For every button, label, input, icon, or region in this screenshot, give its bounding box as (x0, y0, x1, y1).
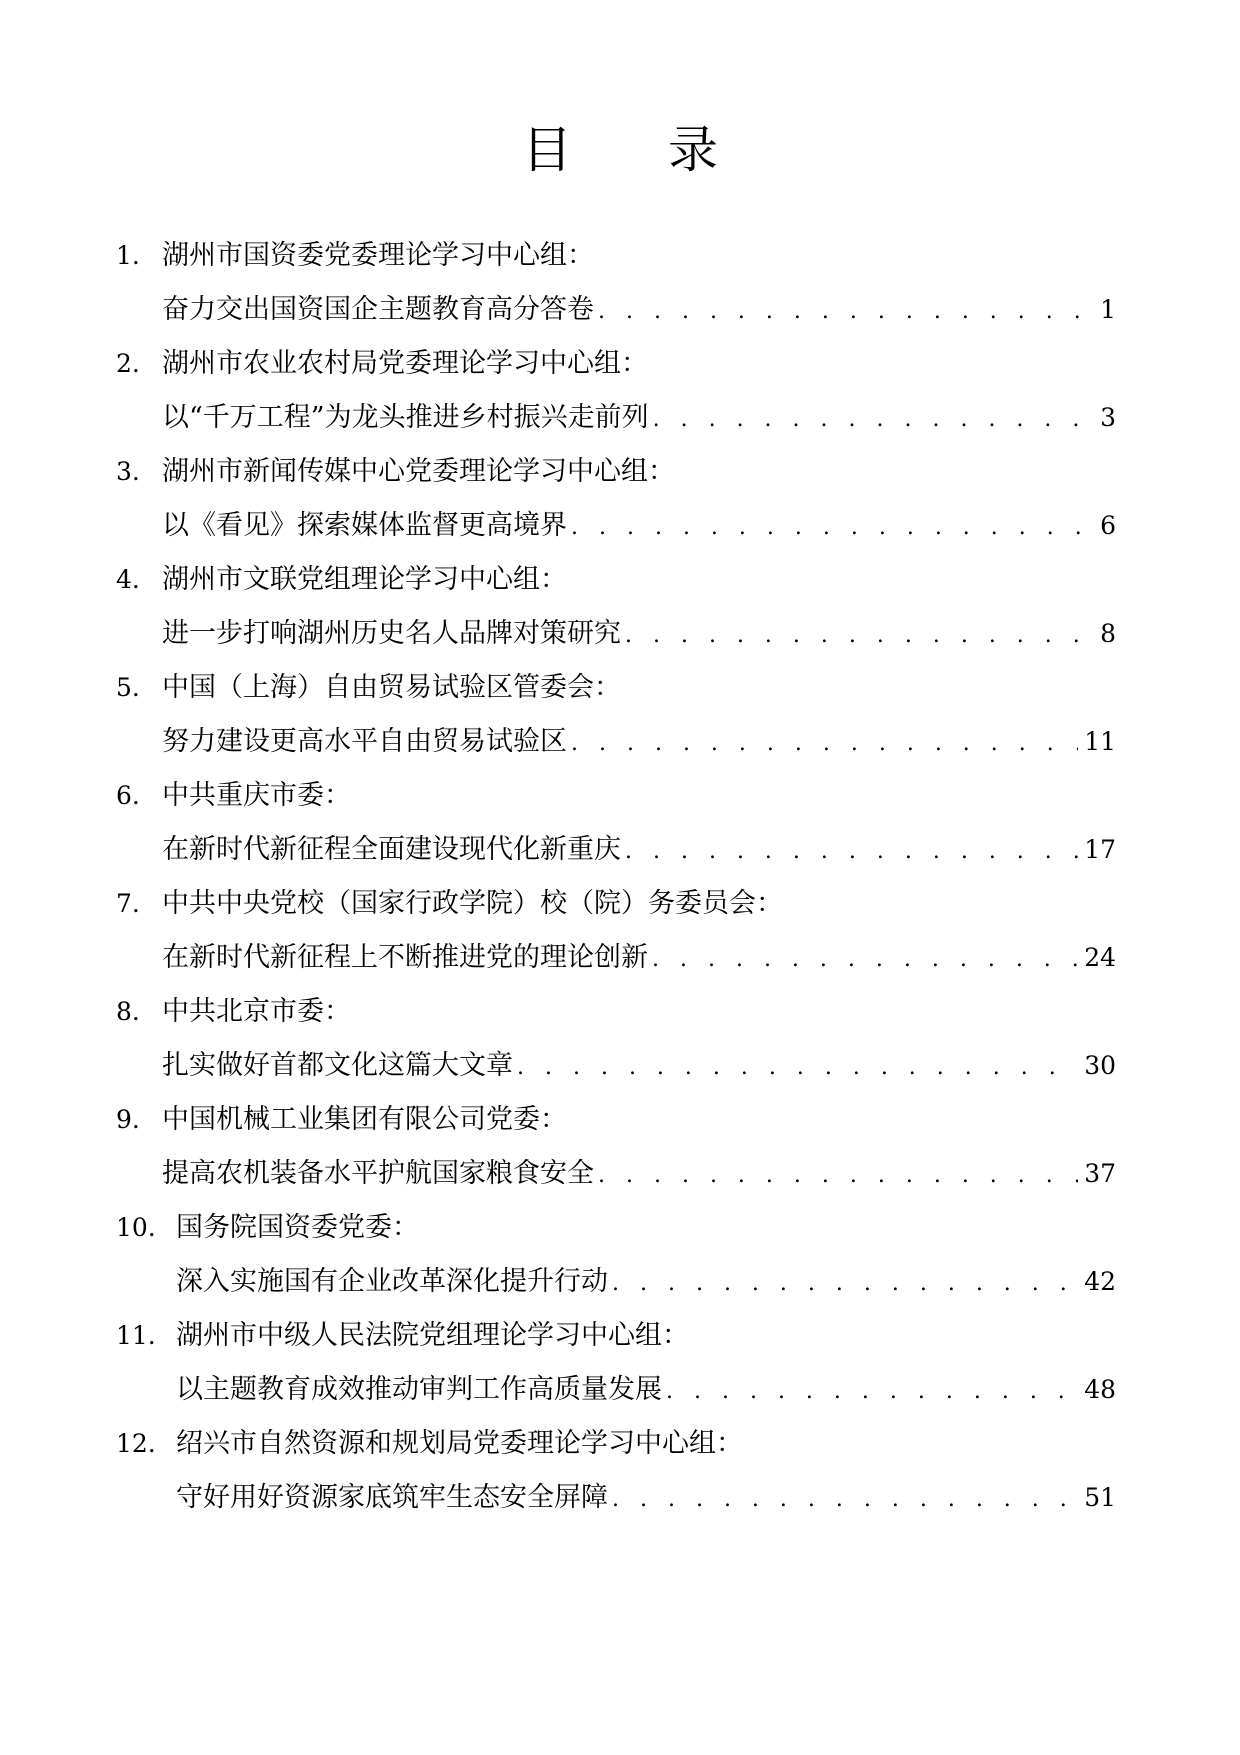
entry-number: 9. (116, 1105, 140, 1134)
entry-number: 8. (116, 997, 140, 1026)
dot-leader (652, 936, 1078, 984)
toc-entry[interactable] (0, 448, 1240, 556)
entry-subtitle: 在新时代新征程全面建设现代化新重庆 (162, 834, 621, 865)
entry-line[interactable] (162, 610, 1116, 658)
entry-organization: 绍兴市自然资源和规划局党委理论学习中心组： (176, 1428, 743, 1459)
dot-leader (598, 1152, 1078, 1200)
entry-page-number: 30 (1084, 1051, 1116, 1080)
entry-page-number: 1 (1100, 295, 1116, 324)
entry-number: 6. (116, 781, 140, 810)
entry-number: 12. (116, 1429, 156, 1458)
dot-leader (571, 504, 1094, 552)
entry-organization: 中共重庆市委： (162, 780, 351, 811)
entry-subtitle: 奋力交出国资国企主题教育高分答卷 (162, 294, 594, 325)
entry-organization: 湖州市中级人民法院党组理论学习中心组： (176, 1320, 689, 1351)
entry-line[interactable] (162, 826, 1116, 874)
dot-leader (517, 1044, 1078, 1092)
dot-leader (598, 288, 1094, 336)
toc-entry[interactable] (0, 988, 1240, 1096)
entry-subtitle: 扎实做好首都文化这篇大文章 (162, 1050, 513, 1081)
page-title: 目 录 (522, 121, 758, 179)
entry-line[interactable] (162, 286, 1116, 334)
entry-number: 3. (116, 457, 140, 486)
entry-line[interactable] (176, 1258, 1116, 1306)
entry-organization: 湖州市国资委党委理论学习中心组： (162, 240, 594, 271)
dot-leader (571, 720, 1078, 768)
entry-organization: 中国机械工业集团有限公司党委： (162, 1104, 567, 1135)
entry-page-number: 3 (1100, 403, 1116, 432)
toc-entry[interactable] (0, 880, 1240, 988)
entry-subtitle: 提高农机装备水平护航国家粮食安全 (162, 1158, 594, 1189)
entry-subtitle: 努力建设更高水平自由贸易试验区 (162, 726, 567, 757)
entry-organization: 国务院国资委党委： (176, 1212, 419, 1243)
entry-page-number: 17 (1084, 835, 1116, 864)
entry-number: 10. (116, 1213, 156, 1242)
entry-line[interactable] (162, 934, 1116, 982)
entry-organization: 湖州市新闻传媒中心党委理论学习中心组： (162, 456, 675, 487)
entry-number: 7. (116, 889, 140, 918)
entry-organization: 中国（上海）自由贸易试验区管委会： (162, 672, 621, 703)
dot-leader (625, 828, 1078, 876)
entry-number: 4. (116, 565, 140, 594)
toc-entry[interactable] (0, 664, 1240, 772)
entry-line[interactable] (176, 1366, 1116, 1414)
toc-entry[interactable] (0, 772, 1240, 880)
entry-subtitle: 以《看见》探索媒体监督更高境界 (162, 510, 567, 541)
entry-page-number: 6 (1100, 511, 1116, 540)
entry-subtitle: 守好用好资源家底筑牢生态安全屏障 (176, 1482, 608, 1513)
entry-page-number: 48 (1084, 1375, 1116, 1404)
entry-number: 2. (116, 349, 140, 378)
entry-line[interactable] (176, 1474, 1116, 1522)
entry-page-number: 42 (1084, 1267, 1116, 1296)
entry-subtitle: 以“千万工程”为龙头推进乡村振兴走前列 (162, 402, 649, 433)
toc-entry[interactable] (0, 1204, 1240, 1312)
toc-entry[interactable] (0, 1420, 1240, 1528)
entry-line[interactable] (162, 1042, 1116, 1090)
toc-list (0, 232, 1240, 1528)
entry-organization: 湖州市文联党组理论学习中心组： (162, 564, 567, 595)
entry-page-number: 51 (1084, 1483, 1116, 1512)
entry-organization: 中共中央党校（国家行政学院）校（院）务委员会： (162, 888, 783, 919)
entry-number: 11. (116, 1321, 156, 1350)
entry-organization: 湖州市农业农村局党委理论学习中心组： (162, 348, 648, 379)
entry-page-number: 11 (1084, 727, 1116, 756)
dot-leader (653, 396, 1094, 444)
toc-entry[interactable] (0, 340, 1240, 448)
entry-organization: 中共北京市委： (162, 996, 351, 1027)
dot-leader (612, 1476, 1078, 1524)
entry-subtitle: 进一步打响湖州历史名人品牌对策研究 (162, 618, 621, 649)
entry-subtitle: 在新时代新征程上不断推进党的理论创新 (162, 942, 648, 973)
entry-line[interactable] (162, 394, 1116, 442)
entry-line[interactable] (162, 718, 1116, 766)
dot-leader (666, 1368, 1078, 1416)
entry-subtitle: 深入实施国有企业改革深化提升行动 (176, 1266, 608, 1297)
entry-page-number: 37 (1084, 1159, 1116, 1188)
toc-entry[interactable] (0, 232, 1240, 340)
entry-page-number: 24 (1084, 943, 1116, 972)
entry-page-number: 8 (1100, 619, 1116, 648)
entry-subtitle: 以主题教育成效推动审判工作高质量发展 (176, 1374, 662, 1405)
toc-entry[interactable] (0, 556, 1240, 664)
toc-entry[interactable] (0, 1312, 1240, 1420)
dot-leader (612, 1260, 1078, 1308)
entry-number: 1. (116, 241, 140, 270)
toc-entry[interactable] (0, 1096, 1240, 1204)
dot-leader (625, 612, 1094, 660)
entry-line[interactable] (162, 1150, 1116, 1198)
entry-number: 5. (116, 673, 140, 702)
entry-line[interactable] (162, 502, 1116, 550)
